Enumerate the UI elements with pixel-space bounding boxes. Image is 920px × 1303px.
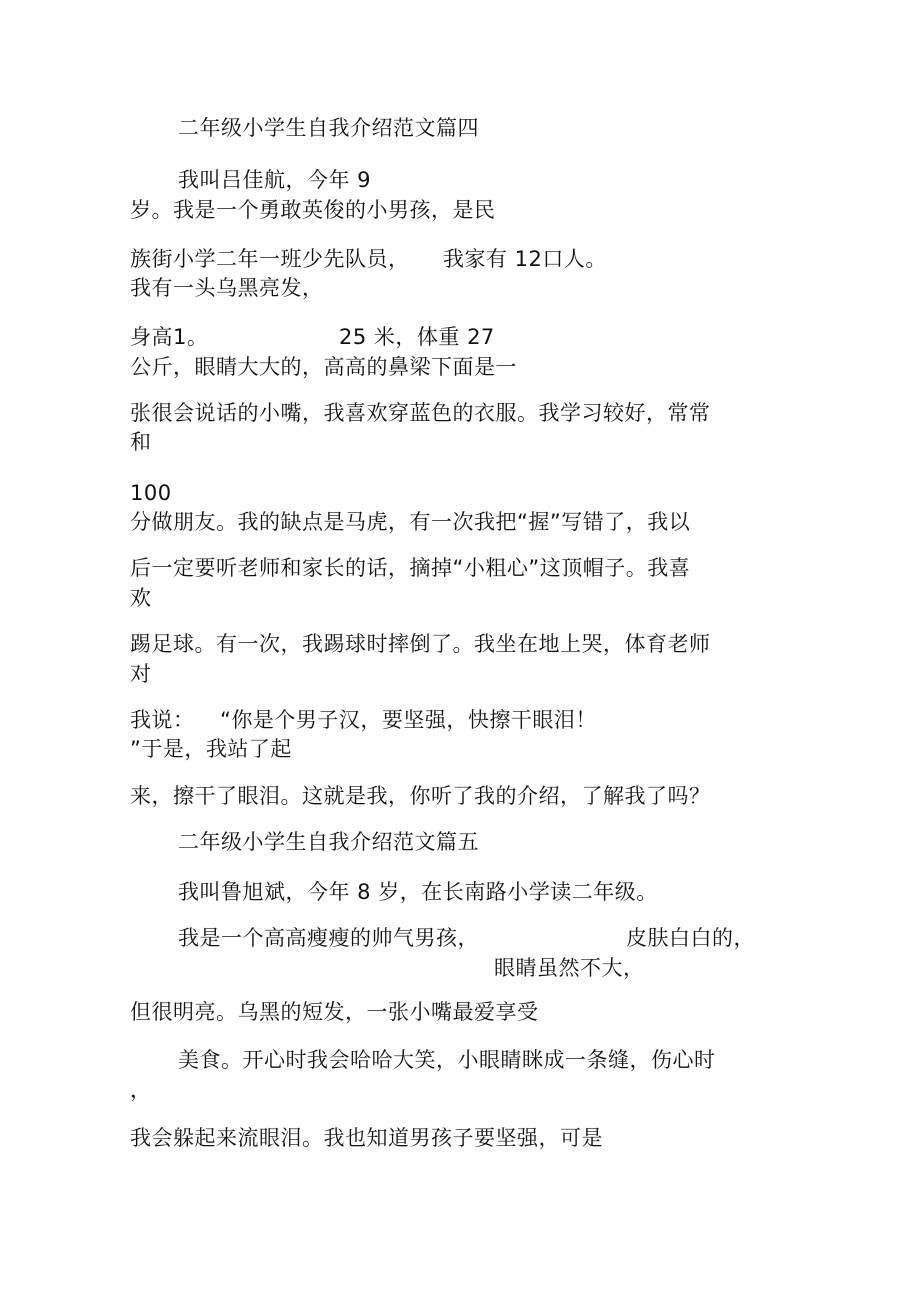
text-line: 我叫鲁旭斌，今年 8 岁，在长南路小学读二年级。 (178, 880, 658, 904)
text-line: 我有一头乌黑亮发， (130, 276, 324, 300)
text-line: 但很明亮。乌黑的短发，一张小嘴最爱享受 (130, 1000, 539, 1024)
text-line: 我是一个高高瘦瘦的帅气男孩， (178, 926, 479, 950)
text-line: 来，擦干了眼泪。这就是我，你听了我的介绍，了解我了吗？ (130, 784, 711, 808)
text-line: 和 (130, 430, 152, 454)
text-line: 我家有 12口人。 (443, 247, 607, 271)
text-line: 100 (130, 481, 172, 505)
text-line: 对 (130, 662, 152, 686)
text-line: 身高1。 (130, 325, 209, 349)
text-line: 欢 (130, 586, 152, 610)
section-heading-5: 二年级小学生自我介绍范文篇五 (178, 830, 479, 854)
text-line: “你是个男子汉，要坚强，快擦干眼泪！ (220, 708, 597, 732)
text-line: ， (130, 1078, 152, 1102)
text-line: 25 米，体重 27 (339, 325, 495, 349)
text-line: ”于是，我站了起 (130, 737, 292, 761)
text-line: 眼睛虽然不大， (494, 956, 645, 980)
text-line: 岁。我是一个勇敢英俊的小男孩，是民 (130, 198, 496, 222)
section-heading-4: 二年级小学生自我介绍范文篇四 (178, 116, 479, 140)
text-line: 公斤，眼睛大大的，高高的鼻梁下面是一 (130, 355, 517, 379)
text-line: 分做朋友。我的缺点是马虎，有一次我把“握”写错了，我以 (130, 510, 691, 534)
text-line: 我叫吕佳航，今年 9 (178, 168, 372, 192)
text-line: 皮肤白白的， (626, 926, 755, 950)
text-line: 美食。开心时我会哈哈大笑，小眼睛眯成一条缝，伤心时 (178, 1048, 716, 1072)
text-line: 族街小学二年一班少先队员， (130, 247, 410, 271)
text-line: 我会躲起来流眼泪。我也知道男孩子要坚强，可是 (130, 1126, 603, 1150)
text-line: 张很会说话的小嘴，我喜欢穿蓝色的衣服。我学习较好，常常 (130, 401, 711, 425)
text-line: 我说： (130, 708, 195, 732)
text-line: 后一定要听老师和家长的话，摘掉“小粗心”这顶帽子。我喜 (130, 556, 691, 580)
text-line: 踢足球。有一次，我踢球时摔倒了。我坐在地上哭，体育老师 (130, 632, 711, 656)
